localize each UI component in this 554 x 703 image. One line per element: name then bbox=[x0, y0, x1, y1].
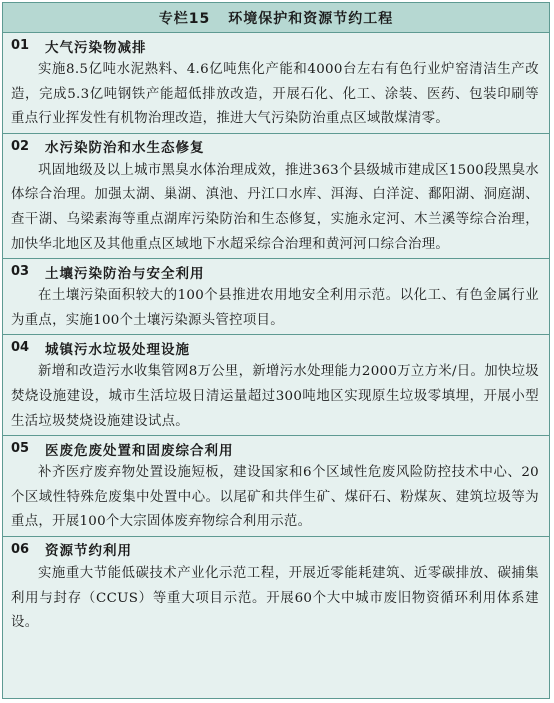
section-title: 医废危废处置和固废综合利用 bbox=[45, 442, 234, 459]
section-number: 02 bbox=[11, 138, 30, 154]
section-body: 新增和改造污水收集管网8万公里，新增污水处理能力2000万立方米/日。加快垃圾焚烧设施建设，城市生活垃圾日清运量超过300吨地区实现原生垃圾零填埋，开展小型生活垃圾焚烧设施建设试点。 bbox=[11, 364, 539, 429]
section-03 bbox=[3, 259, 549, 335]
section-title: 土壤污染防治与安全利用 bbox=[45, 265, 205, 282]
section-title: 城镇污水垃圾处理设施 bbox=[45, 341, 190, 358]
section-title: 水污染防治和水生态修复 bbox=[45, 140, 205, 157]
section-title: 大气污染物减排 bbox=[45, 39, 147, 56]
section-title: 资源节约利用 bbox=[45, 543, 132, 560]
section-04 bbox=[3, 335, 549, 436]
section-06 bbox=[3, 537, 549, 637]
section-header bbox=[11, 436, 539, 461]
section-header bbox=[11, 259, 539, 284]
section-number: 06 bbox=[11, 541, 30, 557]
column-header bbox=[3, 3, 549, 33]
column-label: 专栏15 bbox=[158, 10, 211, 27]
column-title: 环境保护和资源节约工程 bbox=[228, 10, 394, 27]
section-01 bbox=[3, 33, 549, 134]
section-number: 03 bbox=[11, 264, 30, 280]
section-body: 在土壤污染面积较大的100个县推进农用地安全利用示范。以化工、有色金属行业为重点，实施100个土壤污染源头管控项目。 bbox=[11, 288, 539, 328]
section-header bbox=[11, 33, 539, 58]
column-box bbox=[2, 2, 550, 699]
section-body: 巩固地级及以上城市黑臭水体治理成效，推进363个县级城市建成区1500段黑臭水体综合治理。加强太湖、巢湖、滇池、丹江口水库、洱海、白洋淀、鄱阳湖、洞庭湖、查干湖、乌梁素海等重点湖库污染防治和生态修复，实施永定河、木兰溪等综合治理，加快华北地区及其他重点区域地下水超采综合治理和黄河河口综合治理。 bbox=[11, 162, 539, 252]
section-header bbox=[11, 537, 539, 562]
section-body: 补齐医疗废弃物处置设施短板，建设国家和6个区域性危废风险防控技术中心、20个区域性特殊危废集中处置中心。以尾矿和共伴生矿、煤矸石、粉煤灰、建筑垃圾等为重点，开展100个大宗固体废弃物综合利用示范。 bbox=[11, 465, 539, 530]
section-02 bbox=[3, 134, 549, 259]
section-05 bbox=[3, 436, 549, 537]
section-body: 实施重大节能低碳技术产业化示范工程，开展近零能耗建筑、近零碳排放、碳捕集利用与封存（CCUS）等重大项目示范。开展60个大中城市废旧物资循环利用体系建设。 bbox=[11, 565, 539, 631]
section-number: 05 bbox=[11, 441, 30, 457]
section-number: 04 bbox=[11, 340, 30, 356]
section-header bbox=[11, 134, 539, 159]
section-number: 01 bbox=[11, 38, 30, 53]
section-body: 实施8.5亿吨水泥熟料、4.6亿吨焦化产能和4000台左右有色行业炉窑清洁生产改造，完成5.3亿吨钢铁产能超低排放改造，开展石化、化工、涂装、医药、包装印刷等重点行业挥发性有机物治理改造，推进大气污染防治重点区域散煤清零。 bbox=[11, 62, 539, 127]
section-header bbox=[11, 335, 539, 360]
